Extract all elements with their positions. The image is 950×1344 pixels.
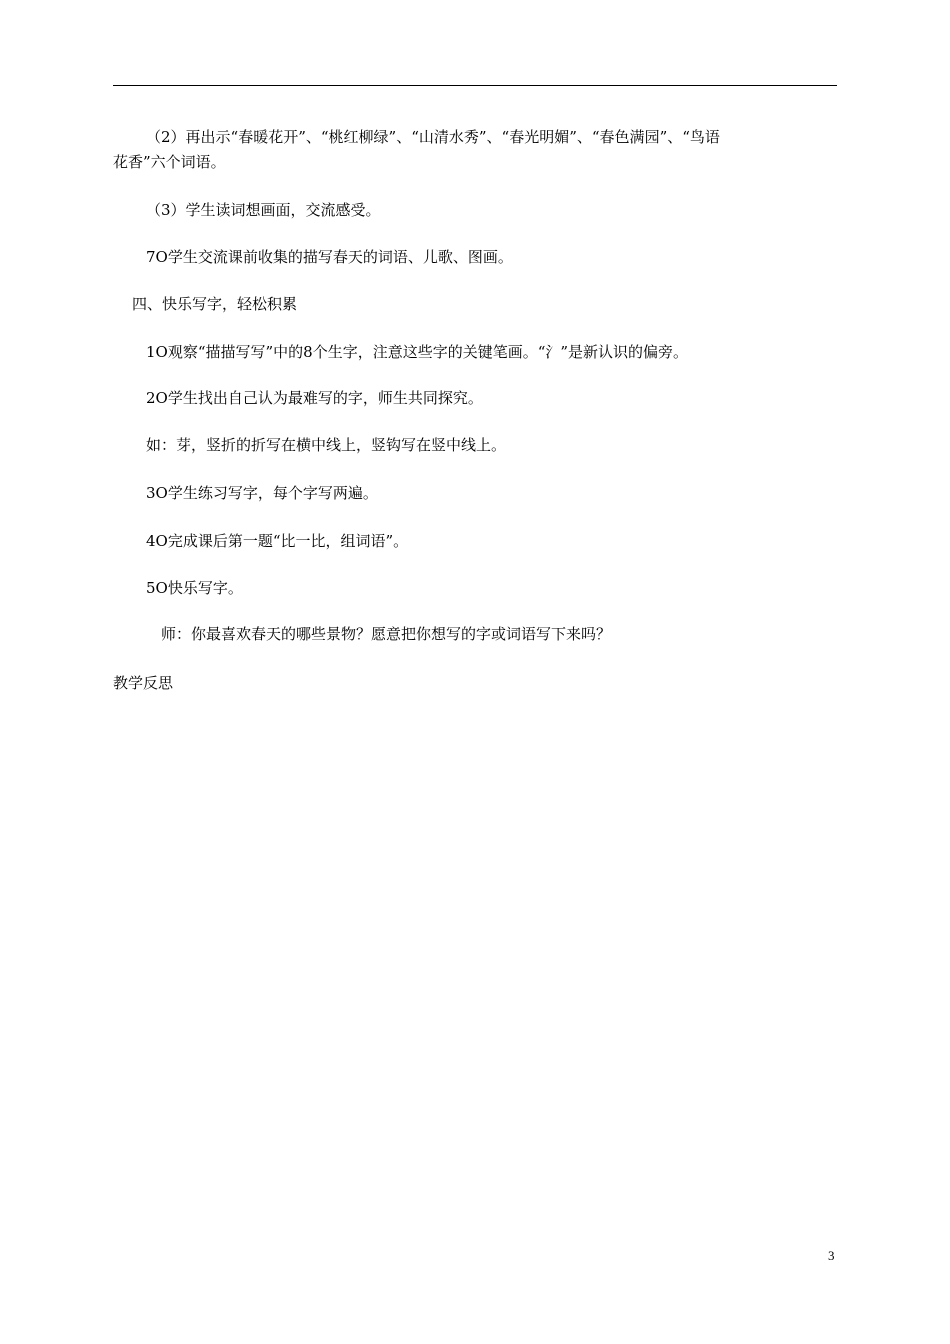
section-heading-4: 四、快乐写字，轻松积累 [132, 295, 298, 313]
paragraph-item-2: 2O学生找出自己认为最难写的字，师生共同探究。 [146, 389, 483, 407]
paragraph-item-1: 1O观察“描描写写”中的8个生字，注意这些字的关键笔画。“⺡”是新认识的偏旁。 [146, 343, 689, 361]
paragraph-item-4: 4O完成课后第一题“比一比，组词语”。 [146, 532, 409, 550]
paragraph-item-7: 7O学生交流课前收集的描写春天的词语、儿歌、图画。 [146, 248, 513, 266]
paragraph-example: 如：芽，竖折的折写在横中线上，竖钩写在竖中线上。 [146, 436, 507, 454]
header-rule [113, 85, 837, 86]
paragraph-3: （3）学生读词想画面，交流感受。 [146, 201, 381, 219]
section-heading-reflection: 教学反思 [113, 674, 174, 692]
page-number: 3 [828, 1248, 835, 1263]
paragraph-item-3: 3O学生练习写字，每个字写两遍。 [146, 484, 378, 502]
paragraph-2-line-1: （2）再出示“春暖花开”、“桃红柳绿”、“山清水秀”、“春光明媚”、“春色满园”、“鸟语 [146, 128, 720, 146]
teacher-prompt: 师：你最喜欢春天的哪些景物？愿意把你想写的字或词语写下来吗？ [161, 625, 612, 643]
paragraph-2-line-2: 花香”六个词语。 [113, 153, 226, 171]
paragraph-item-5: 5O快乐写字。 [146, 579, 243, 597]
